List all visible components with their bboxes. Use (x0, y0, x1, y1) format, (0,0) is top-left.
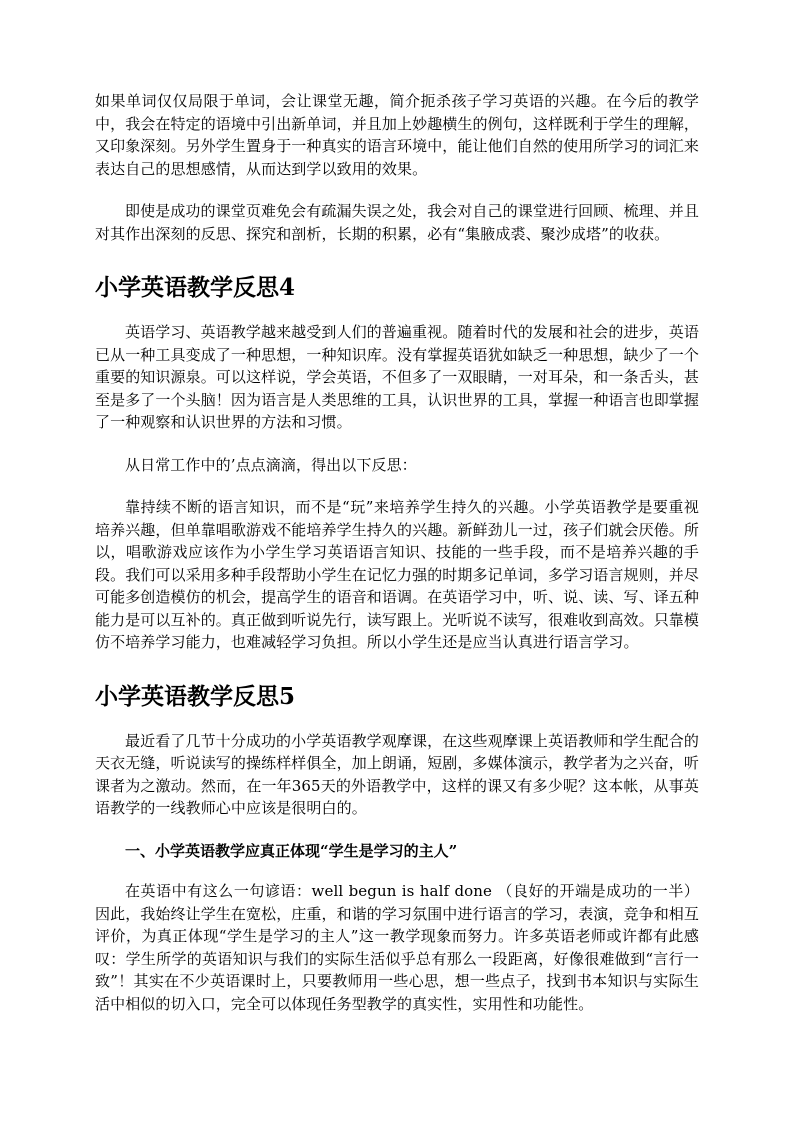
section-heading-5: 小学英语教学反思5 (95, 682, 296, 710)
section-5-subheading: 一、小学英语教学应真正体现“学生是学习的主人” (125, 841, 458, 860)
section-4-paragraph: 英语学习、英语教学越来越受到人们的普遍重视。随着时代的发展和社会的进步，英语已从一种工具变成了一种思想，一种知识库。没有掌握英语犹如缺乏一种思想，缺少了一个重要的知识源泉。可以这样说，学会英语，不但多了一双眼睛，一对耳朵，和一条舌头，甚至是多了一个头脑！因为语言是人类思维的工具，认识世界的工具，掌握一种语言也即掌握了一种观察和认识世界的方法和习惯。 (95, 323, 700, 431)
section-5-paragraph: 最近看了几节十分成功的小学英语教学观摩课，在这些观摩课上英语教师和学生配合的天衣无缝，听说读写的操练样样俱全，加上朗诵，短剧，多媒体演示，教学者为之兴奋，听课者为之激动。然而，在一年365天的外语教学中，这样的课又有多少呢？这本帐，从事英语教学的一线教师心中应该是很明白的。 (95, 731, 700, 817)
intro-paragraph: 即使是成功的课堂页难免会有疏漏失误之处，我会对自己的课堂进行回顾、梳理、并且对其作出深刻的反思、探究和剖析，长期的积累，必有“集腋成裘、聚沙成塔”的收获。 (95, 202, 699, 243)
section-5-sub-paragraph: 在英语中有这么一句谚语：well begun is half done （良好的开端是成功的一半）因此，我始终让学生在宽松，庄重，和谐的学习氛围中进行语言的学习，表演，竞争和相互评价，为真正体现“学生是学习的主人”这一教学现象而努力。许多英语老师或许都有此感叹：学生所学的英语知识与我们的实际生活似乎总有那么一段距离，好像很难做到“言行一致”！其实在不少英语课时上，只要教师用一些心思，想一些点子，找到书本知识与实际生活中相似的切入口，完全可以体现任务型教学的真实性，实用性和功能性。 (95, 882, 700, 1013)
section-4-paragraph: 靠持续不断的语言知识，而不是“玩”来培养学生持久的兴趣。小学英语教学是要重视培养兴趣，但单靠唱歌游戏不能培养学生持久的兴趣。新鲜劲儿一过，孩子们就会厌倦。所以，唱歌游戏应该作为小学生学习英语语言知识、技能的一些手段，而不是培养兴趣的手段。我们可以采用多种手段帮助小学生在记忆力强的时期多记单词，多学习语言规则，并尽可能多创造模仿的机会，提高学生的语音和语调。在英语学习中，听、说、读、写、译五种能力是可以互补的。真正做到听说先行，读写跟上。光听说不读写，很难收到高效。只靠模仿不培养学习能力，也难减轻学习负担。所以小学生还是应当认真进行语言学习。 (95, 498, 700, 651)
intro-paragraph: 如果单词仅仅局限于单词，会让课堂无趣，简介扼杀孩子学习英语的兴趣。在今后的教学中，我会在特定的语境中引出新单词，并且加上妙趣横生的例句，这样既利于学生的理解，又印象深刻。另外学生置身于一种真实的语言环境中，能让他们自然的使用所学习的词汇来表达自己的思想感情，从而达到学以致用的效果。 (95, 92, 700, 178)
document-page (95, 90, 699, 1035)
section-heading-4: 小学英语教学反思4 (95, 274, 296, 301)
section-4-paragraph: 从日常工作中的’点点滴滴，得出以下反思： (125, 455, 417, 474)
